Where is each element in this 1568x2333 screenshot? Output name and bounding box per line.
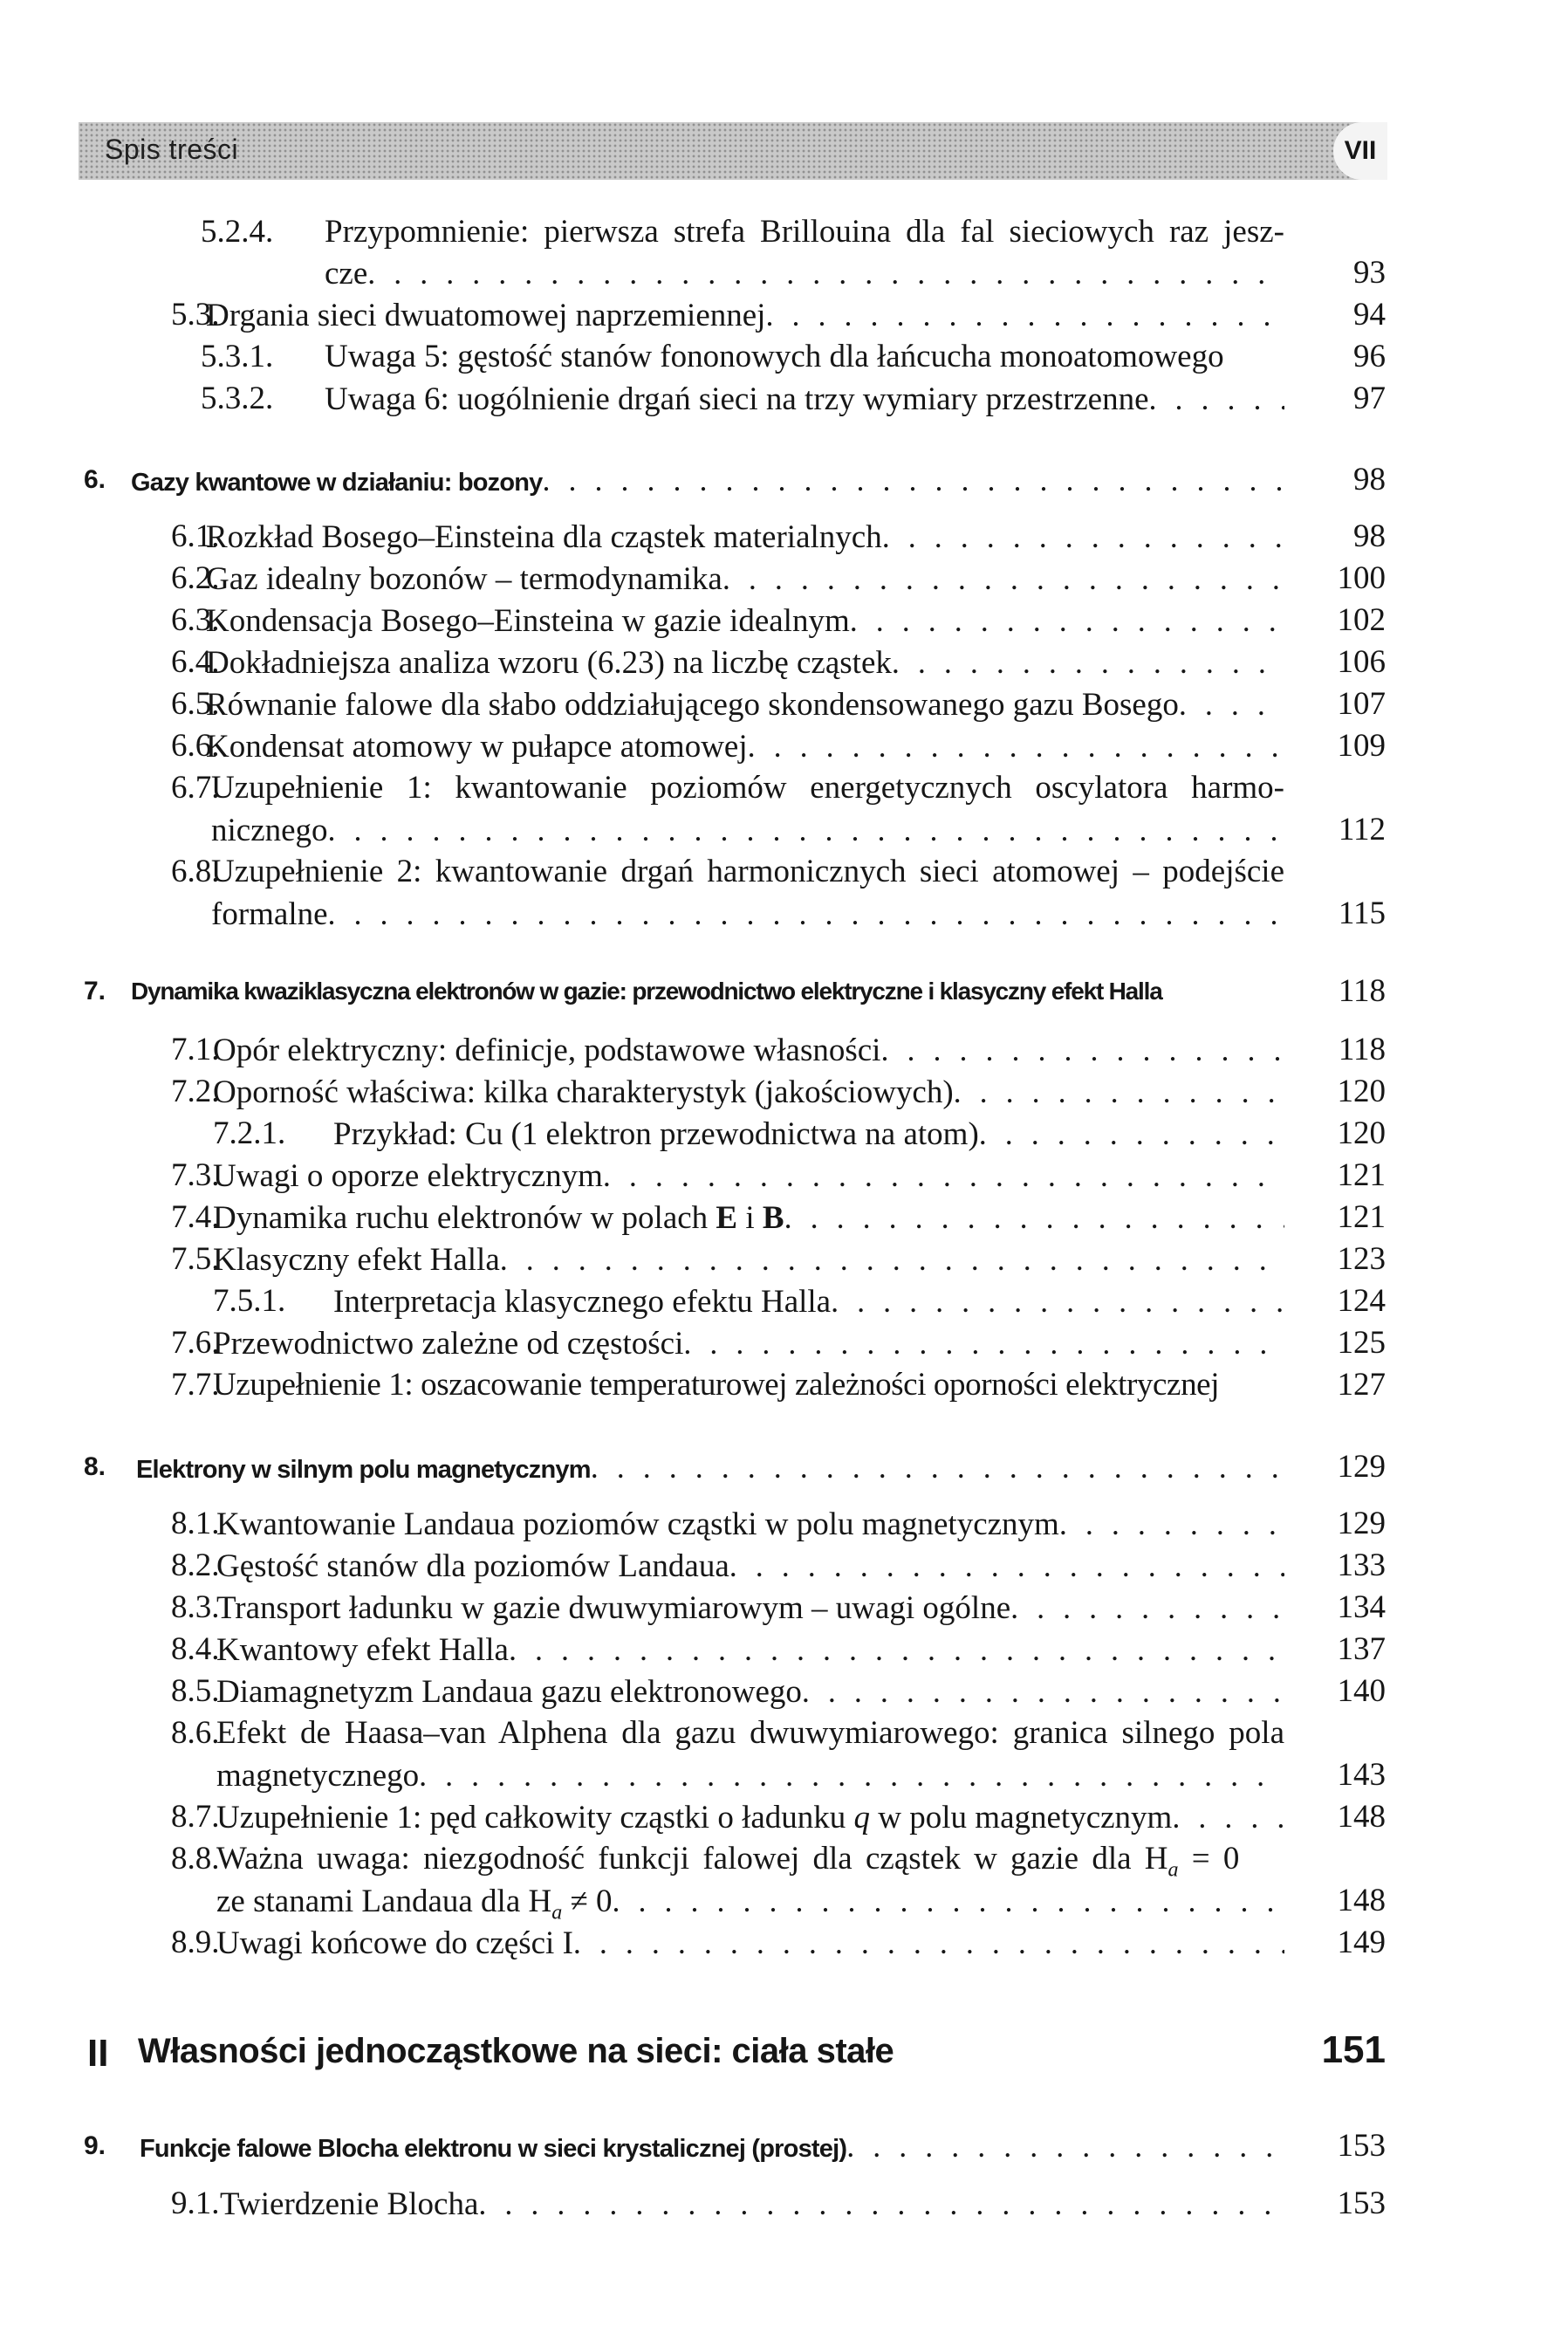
- toc-entry-title: magnetycznego: [216, 1758, 420, 1794]
- toc-number: 5.3.2.: [201, 381, 274, 416]
- toc-page: 115: [1338, 895, 1386, 931]
- toc-entry[interactable]: [206, 559, 1284, 599]
- toc-entry[interactable]: [206, 600, 1284, 641]
- toc-leader: [802, 1671, 1284, 1712]
- toc-number: 9.1.: [171, 2185, 220, 2221]
- toc-number: 8.1.: [171, 1506, 220, 1541]
- toc-entry[interactable]: [216, 1671, 1284, 1712]
- toc-entry[interactable]: [213, 1365, 1312, 1405]
- toc-page: 97: [1353, 381, 1386, 416]
- toc-entry[interactable]: [213, 1156, 1284, 1196]
- toc-number: 5.2.4.: [201, 214, 274, 250]
- chapter-entry[interactable]: [131, 971, 1309, 1012]
- toc-entry[interactable]: [325, 379, 1284, 419]
- toc-entry[interactable]: [216, 1588, 1284, 1628]
- chapter-entry[interactable]: [136, 1447, 1284, 1487]
- toc-page: 106: [1337, 644, 1386, 680]
- toc-leader: [500, 1239, 1284, 1280]
- toc-entry-title-text: Uzupełnienie 1: pęd całkowity cząstki o ładunku: [216, 1800, 854, 1836]
- toc-entry-title: Uwagi o oporze elektrycznym: [213, 1158, 603, 1194]
- toc-leader: [880, 1030, 1284, 1071]
- toc-number: 5.3.1.: [201, 339, 274, 374]
- toc-leader: [328, 894, 1284, 935]
- toc-page: 137: [1337, 1631, 1386, 1667]
- toc-page: 129: [1337, 1506, 1386, 1541]
- toc-number: 6.2.: [171, 560, 220, 596]
- chapter-entry[interactable]: [131, 460, 1284, 500]
- toc-entry-title: Uwaga 6: uogólnienie drgań sieci na trzy wymiary przestrzenne: [325, 381, 1149, 417]
- toc-entry[interactable]: [213, 1239, 1284, 1280]
- toc-leader: [543, 460, 1285, 507]
- chapter-title: Elektrony w silnym polu magnetycznym: [136, 1456, 591, 1484]
- toc-leader: [603, 1156, 1284, 1197]
- toc-number: 7.2.: [171, 1074, 220, 1109]
- toc-leader: [328, 810, 1284, 851]
- toc-entry-title: formalne: [211, 896, 328, 932]
- toc-number: 7.1.: [171, 1032, 220, 1067]
- toc-page: 149: [1337, 1925, 1386, 1960]
- toc-leader: [729, 1546, 1284, 1587]
- toc-page: 109: [1337, 728, 1386, 764]
- toc-page: 120: [1337, 1074, 1386, 1109]
- toc-leader: [979, 1114, 1284, 1155]
- toc-entry[interactable]: [206, 295, 1284, 335]
- toc-number: 7.2.1.: [213, 1115, 286, 1151]
- toc-entry-title: Gaz idealny bozonów – termodynamika: [206, 561, 722, 597]
- toc-number: 7.4.: [171, 1199, 220, 1235]
- toc-entry-title: nicznego: [211, 813, 328, 848]
- toc-entry[interactable]: [216, 1923, 1284, 1963]
- toc-leader: [892, 642, 1284, 683]
- toc-page: 140: [1337, 1673, 1386, 1709]
- toc-entry[interactable]: [206, 642, 1284, 683]
- toc-leader: [748, 726, 1284, 767]
- toc-page: 127: [1337, 1367, 1386, 1403]
- toc-entry-title[interactable]: Uzupełnienie 2: kwantowanie drgań harmonicznych sieci atomowej – podejście: [211, 854, 1284, 889]
- toc-leader: [1179, 684, 1284, 725]
- equation-part: = 0: [1178, 1841, 1240, 1877]
- toc-entry-title: Transport ładunku w gazie dwuwymiarowym – uwagi ogólne: [216, 1590, 1011, 1626]
- toc-leader: [765, 295, 1284, 336]
- toc-entry-title[interactable]: Efekt de Haasa–van Alphena dla gazu dwuwymiarowego: granica silnego pola: [216, 1715, 1284, 1751]
- toc-leader: [846, 2126, 1284, 2173]
- toc-entry[interactable]: [220, 2184, 1284, 2224]
- toc-entry-title: Uwagi końcowe do części I: [216, 1925, 573, 1961]
- charge-symbol: q: [853, 1800, 871, 1836]
- toc-leader: [1149, 379, 1284, 420]
- toc-entry-title: Opór elektryczny: definicje, podstawowe własności: [213, 1033, 881, 1068]
- toc-number: 8.3.: [171, 1589, 220, 1625]
- toc-entry-title: Dokładniejsza analiza wzoru (6.23) na liczbę cząstek: [206, 645, 892, 681]
- toc-entry-title: Rozkład Bosego–Einsteina dla cząstek materialnych: [206, 519, 882, 555]
- toc-entry-title: Uzupełnienie 1: oszacowanie temperaturowej zależności oporności elektrycznej: [213, 1367, 1220, 1403]
- vector-b: B: [762, 1200, 784, 1236]
- toc-number: 6.8.: [171, 854, 220, 889]
- toc-entry-title: Drgania sieci dwuatomowej naprzemiennej: [206, 298, 766, 333]
- chapter-entry[interactable]: [140, 2126, 1284, 2166]
- toc-number: 6.3.: [171, 602, 220, 638]
- toc-leader: [722, 559, 1284, 600]
- toc-number: 8.2.: [171, 1547, 220, 1583]
- toc-page: 123: [1337, 1241, 1386, 1277]
- toc-entry[interactable]: [206, 726, 1284, 766]
- toc-entry-title[interactable]: Uzupełnienie 1: kwantowanie poziomów energetycznych oscylatora harmo-: [211, 770, 1284, 806]
- chapter-number: 6.: [84, 465, 106, 494]
- toc-entry-title-text: Ważna uwaga: niezgodność funkcji falowej dla cząstek w gazie dla H: [216, 1841, 1168, 1877]
- toc-page: 93: [1353, 255, 1386, 291]
- toc-entry-title: Równanie falowe dla słabo oddziałującego skondensowanego gazu Bosego: [206, 687, 1179, 723]
- toc-page: 120: [1337, 1115, 1386, 1151]
- toc-entry-title: cze: [325, 256, 368, 292]
- toc-entry-title: [213, 1198, 784, 1239]
- toc-number: 7.7.: [171, 1367, 220, 1403]
- toc-page: 98: [1353, 518, 1386, 554]
- toc-page: 121: [1337, 1199, 1386, 1235]
- toc-entry[interactable]: [213, 1323, 1284, 1363]
- chapter-number: 9.: [84, 2131, 106, 2160]
- toc-number: 7.5.: [171, 1241, 220, 1277]
- toc-leader: [784, 1197, 1284, 1239]
- subscript-a: a: [551, 1901, 563, 1925]
- toc-page: 112: [1338, 812, 1386, 847]
- toc-entry[interactable]: [216, 1881, 1284, 1925]
- toc-leader: [882, 517, 1284, 558]
- toc-number: 6.5.: [171, 686, 220, 722]
- toc-page: 153: [1337, 2185, 1386, 2221]
- toc-entry-title: Oporność właściwa: kilka charakterystyk (jakościowych): [213, 1074, 954, 1110]
- toc-entry-title: Gęstość stanów dla poziomów Landaua: [216, 1548, 729, 1584]
- toc-entry[interactable]: [206, 684, 1284, 724]
- part-page: 151: [1321, 2028, 1386, 2071]
- toc-entry[interactable]: [325, 253, 1284, 293]
- toc-leader: [419, 1755, 1284, 1796]
- toc-number: 8.5.: [171, 1673, 220, 1709]
- toc-leader: [683, 1323, 1284, 1364]
- toc-entry[interactable]: [325, 337, 1284, 377]
- toc-entry-title: Kwantowanie Landaua poziomów cząstki w polu magnetycznym: [216, 1506, 1059, 1542]
- toc-number: 6.1.: [171, 518, 220, 554]
- toc-entry-title[interactable]: Przypomnienie: pierwsza strefa Brillouina dla fal sieciowych raz jesz-: [325, 214, 1284, 250]
- toc-page: 133: [1337, 1547, 1386, 1583]
- chapter-title: Dynamika kwaziklasyczna elektronów w gazie: przewodnictwo elektryczne i klasyczny efekt Halla: [131, 978, 1162, 1005]
- part-number: II: [87, 2032, 109, 2075]
- title-conjunction: i: [737, 1200, 763, 1236]
- toc-leader: [509, 1630, 1284, 1671]
- header-title: Spis treści: [105, 134, 239, 165]
- toc-leader: [367, 253, 1284, 294]
- toc-number: 8.7.: [171, 1799, 220, 1835]
- toc-page: 125: [1337, 1325, 1386, 1361]
- chapter-number: 8.: [84, 1452, 106, 1481]
- toc-number: 6.6.: [171, 728, 220, 764]
- toc-leader: [954, 1072, 1284, 1113]
- chapter-page: 129: [1337, 1449, 1386, 1485]
- toc-number: 8.8.: [171, 1841, 220, 1877]
- header-bar: [79, 122, 1387, 180]
- toc-entry[interactable]: [216, 1797, 1284, 1837]
- toc-leader: [478, 2184, 1284, 2225]
- toc-entry[interactable]: [211, 894, 1284, 934]
- chapter-number: 7.: [84, 977, 106, 1005]
- toc-page: 96: [1353, 339, 1386, 374]
- toc-page: 148: [1337, 1799, 1386, 1835]
- toc-entry-title: [216, 1798, 1172, 1838]
- toc-page: 118: [1338, 1032, 1386, 1067]
- toc-page: 100: [1337, 560, 1386, 596]
- toc-page: 148: [1337, 1883, 1386, 1918]
- toc-number: 5.3.: [171, 297, 220, 333]
- toc-entry[interactable]: [213, 1072, 1284, 1112]
- toc-entry-title: Klasyczny efekt Halla: [213, 1242, 500, 1278]
- toc-entry-title: Uwaga 5: gęstość stanów fononowych dla łańcucha monoatomowego: [325, 339, 1224, 374]
- toc-number: 8.6.: [171, 1715, 220, 1751]
- toc-leader: [850, 600, 1284, 642]
- toc-entry-title-text: Dynamika ruchu elektronów w polach: [213, 1200, 716, 1236]
- toc-number: 7.3.: [171, 1157, 220, 1193]
- toc-entry-title: Interpretacja klasycznego efektu Halla: [333, 1284, 832, 1320]
- toc-entry-title: Diamagnetyzm Landaua gazu elektronowego: [216, 1674, 802, 1710]
- toc-leader: [613, 1881, 1284, 1922]
- toc-entry-title: Przewodnictwo zależne od częstości: [213, 1326, 684, 1362]
- toc-number: 8.9.: [171, 1925, 220, 1960]
- toc-entry[interactable]: [333, 1114, 1284, 1154]
- chapter-title: Funkcje falowe Blocha elektronu w sieci krystalicznej (prostej): [140, 2135, 847, 2163]
- toc-entry[interactable]: [333, 1281, 1284, 1321]
- toc-entry-title-text: w polu magnetycznym: [870, 1800, 1173, 1836]
- toc-entry[interactable]: [213, 1030, 1284, 1070]
- toc-number: 7.5.1.: [213, 1283, 286, 1319]
- toc-entry[interactable]: [211, 810, 1284, 850]
- toc-entry[interactable]: [216, 1630, 1284, 1670]
- toc-entry-title: Przykład: Cu (1 elektron przewodnictwa na atom): [333, 1116, 979, 1152]
- toc-entry-title: Twierdzenie Blocha: [220, 2186, 479, 2222]
- vector-e: E: [716, 1200, 738, 1236]
- chapter-page: 153: [1337, 2128, 1386, 2164]
- toc-leader: [573, 1923, 1284, 1964]
- header-page-number: VII: [1333, 122, 1387, 180]
- toc-page: 94: [1353, 297, 1386, 333]
- toc-number: 8.4.: [171, 1631, 220, 1667]
- toc-page: 107: [1337, 686, 1386, 722]
- toc-page: 124: [1337, 1283, 1386, 1319]
- toc-entry-title[interactable]: [216, 1839, 1284, 1882]
- toc-entry[interactable]: [216, 1504, 1284, 1544]
- toc-entry[interactable]: [213, 1197, 1284, 1238]
- equation-part: ≠ 0: [562, 1884, 613, 1919]
- part-title[interactable]: Własności jednocząstkowe na sieci: ciała stałe: [138, 2032, 894, 2070]
- toc-entry-title: Kwantowy efekt Halla: [216, 1632, 509, 1668]
- toc-entry[interactable]: [206, 517, 1284, 557]
- toc-entry[interactable]: [216, 1755, 1284, 1795]
- chapter-page: 98: [1353, 462, 1386, 497]
- toc-entry-title: Kondensat atomowy w pułapce atomowej: [206, 729, 748, 765]
- toc-entry[interactable]: [216, 1546, 1284, 1586]
- subscript-a: a: [1167, 1858, 1179, 1882]
- chapter-title: Gazy kwantowe w działaniu: bozony: [131, 469, 543, 497]
- chapter-page: 118: [1338, 973, 1386, 1009]
- toc-leader: [1010, 1588, 1284, 1629]
- toc-page: 143: [1337, 1757, 1386, 1793]
- toc-leader: [1172, 1797, 1284, 1838]
- toc-page: 102: [1337, 602, 1386, 638]
- toc-number: 6.4.: [171, 644, 220, 680]
- toc-leader: [831, 1281, 1284, 1322]
- toc-entry-title-text: ze stanami Landaua dla H: [216, 1884, 552, 1919]
- toc-number: 7.6.: [171, 1325, 220, 1361]
- toc-leader: [1059, 1504, 1284, 1545]
- toc-number: 6.7.: [171, 770, 220, 806]
- toc-leader: [591, 1447, 1284, 1494]
- toc-entry-title: Kondensacja Bosego–Einsteina w gazie idealnym: [206, 603, 850, 639]
- toc-page: 121: [1337, 1157, 1386, 1193]
- toc-page: 134: [1337, 1589, 1386, 1625]
